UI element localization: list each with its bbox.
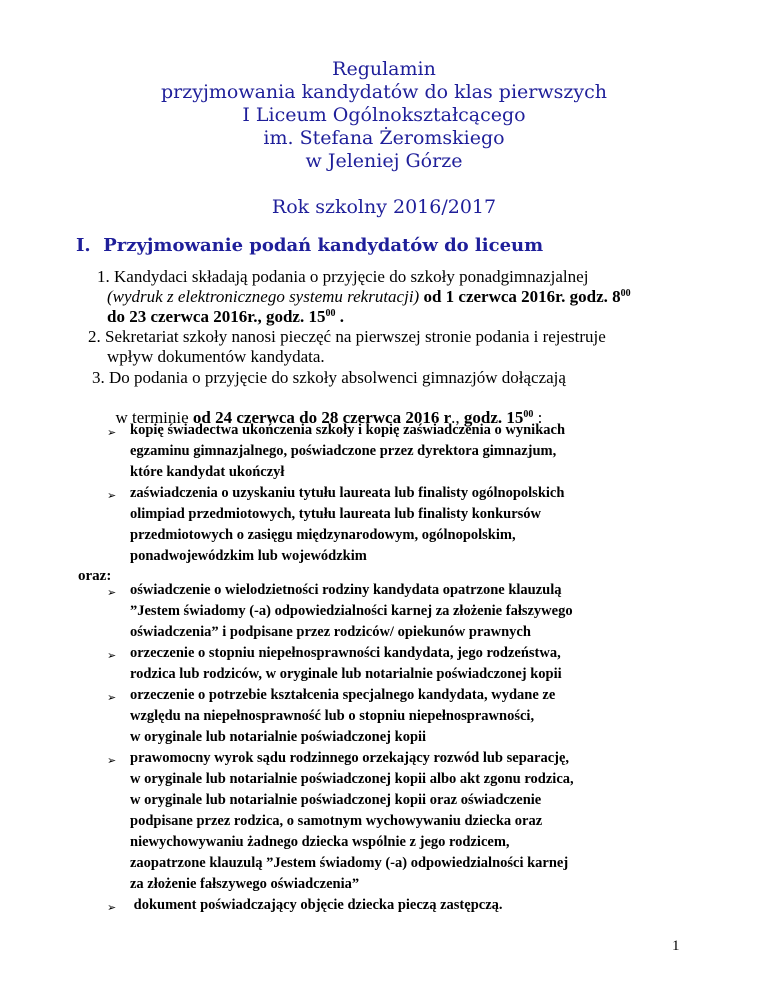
- bullet-b4-l6: zaopatrzone klauzulą ”Jestem świadomy (-a) odpowiedzialności karnej: [130, 855, 569, 871]
- item3-line1: 3. Do podania o przyjęcie do szkoły absolwenci gimnazjów dołączają: [92, 368, 566, 387]
- school-year: Rok szkolny 2016/2017: [271, 196, 497, 218]
- bullet-b3-l1: orzeczenie o potrzebie kształcenia specjalnego kandydata, wydane ze: [130, 687, 556, 703]
- item1-sup: 00: [620, 288, 631, 299]
- bullet-b1-l1: oświadczenie o wielodzietności rodziny kandydata opatrzone klauzulą: [130, 582, 562, 598]
- bullet-b4-l2: w oryginale lub notarialnie poświadczonej kopii albo akt zgonu rodzica,: [130, 771, 574, 787]
- bullet-b2-l2: rodzica lub rodziców, w oryginale lub notarialnie poświadczonej kopii: [130, 666, 562, 682]
- item1-date-from: od 1 czerwca 2016r. godz. 8: [419, 287, 621, 306]
- bullet-b3-l2: względu na niepełnosprawność lub o stopniu niepełnosprawności,: [130, 708, 535, 724]
- bullet-a1-l3: które kandydat ukończył: [130, 464, 285, 480]
- item3-dates: od 24 czerwca do 28 czerwca 2016 r: [192, 408, 452, 427]
- item1-date-to: do 23 czerwca 2016r., godz. 15: [107, 307, 326, 326]
- bullet-arrow-icon: ➢: [107, 692, 117, 704]
- bullet-arrow-icon: ➢: [107, 490, 117, 502]
- doc-title-line-4: im. Stefana Żeromskiego: [263, 127, 505, 149]
- item3-sup: 00: [523, 409, 534, 420]
- section-heading: I. Przyjmowanie podań kandydatów do liceum: [76, 235, 544, 256]
- bullet-a2-l1: zaświadczenia o uzyskaniu tytułu laureata lub finalisty ogólnopolskich: [130, 485, 565, 501]
- item1-line1: 1. Kandydaci składają podania o przyjęcie do szkoły ponadgimnazjalnej: [97, 267, 589, 286]
- doc-title-line-2: przyjmowania kandydatów do klas pierwszych: [161, 81, 607, 103]
- bullet-b4-l1: prawomocny wyrok sądu rodzinnego orzekający rozwód lub separację,: [130, 750, 570, 766]
- item2-line1: 2. Sekretariat szkoły nanosi pieczęć na pierwszej stronie podania i rejestruje: [88, 327, 606, 346]
- bullet-b4-l5: niewychowywaniu żadnego dziecka wspólnie z jego rodzicem,: [130, 834, 510, 850]
- doc-title-line-1: Regulamin: [332, 58, 436, 80]
- bullet-a1-l1: kopię świadectwa ukończenia szkoły i kopię zaświadczenia o wynikach: [130, 422, 566, 438]
- item1-end: .: [335, 307, 344, 326]
- doc-title-line-5: w Jeleniej Górze: [305, 150, 463, 172]
- item3-pre: w terminie: [115, 408, 193, 427]
- bullet-arrow-icon: ➢: [107, 902, 117, 914]
- bullet-arrow-icon: ➢: [107, 755, 117, 767]
- page-number: 1: [672, 938, 680, 954]
- bullet-b5-l1: dokument poświadczający objęcie dziecka pieczą zastępczą.: [130, 897, 503, 913]
- bullet-b1-l2: ”Jestem świadomy (-a) odpowiedzialności karnej za złożenie fałszywego: [130, 603, 573, 619]
- bullet-b4-l3: w oryginale lub notarialnie poświadczonej kopii oraz oświadczenie: [130, 792, 542, 808]
- bullet-b3-l3: w oryginale lub notarialnie poświadczonej kopii: [130, 729, 427, 745]
- item1-sup2: 00: [325, 308, 336, 319]
- bullet-b4-l7: za złożenie fałszywego oświadczenia”: [130, 876, 360, 892]
- item3-end: :: [533, 408, 543, 427]
- item2-line2: wpływ dokumentów kandydata.: [107, 347, 325, 366]
- item1-line3: [107, 307, 344, 327]
- item1-italic: (wydruk z elektronicznego systemu rekrutacji): [107, 287, 420, 306]
- bullet-a2-l4: ponadwojewódzkim lub wojewódzkim: [130, 548, 367, 564]
- item3-hour: godz. 15: [463, 408, 524, 427]
- bullet-arrow-icon: ➢: [107, 587, 117, 599]
- bullet-b1-l3: oświadczenia” i podpisane przez rodziców/ opiekunów prawnych: [130, 624, 531, 640]
- bullet-arrow-icon: ➢: [107, 427, 117, 439]
- doc-title-line-3: I Liceum Ogólnokształcącego: [242, 104, 526, 126]
- bullet-arrow-icon: ➢: [107, 650, 117, 662]
- bullet-a2-l2: olimpiad przedmiotowych, tytułu laureata lub finalisty konkursów: [130, 506, 542, 522]
- bullet-a1-l2: egzaminu gimnazjalnego, poświadczone przez dyrektora gimnazjum,: [130, 443, 557, 459]
- bullet-a2-l3: przedmiotowych o zasięgu międzynarodowym, ogólnopolskim,: [130, 527, 516, 543]
- item1-line2: [107, 287, 631, 307]
- bullet-b2-l1: orzeczenie o stopniu niepełnosprawności kandydata, jego rodzeństwa,: [130, 645, 561, 661]
- oraz-label: oraz:: [78, 568, 112, 584]
- bullet-b4-l4: podpisane przez rodzica, o samotnym wychowywaniu dziecka oraz: [130, 813, 543, 829]
- item3-mid: .,: [451, 408, 464, 427]
